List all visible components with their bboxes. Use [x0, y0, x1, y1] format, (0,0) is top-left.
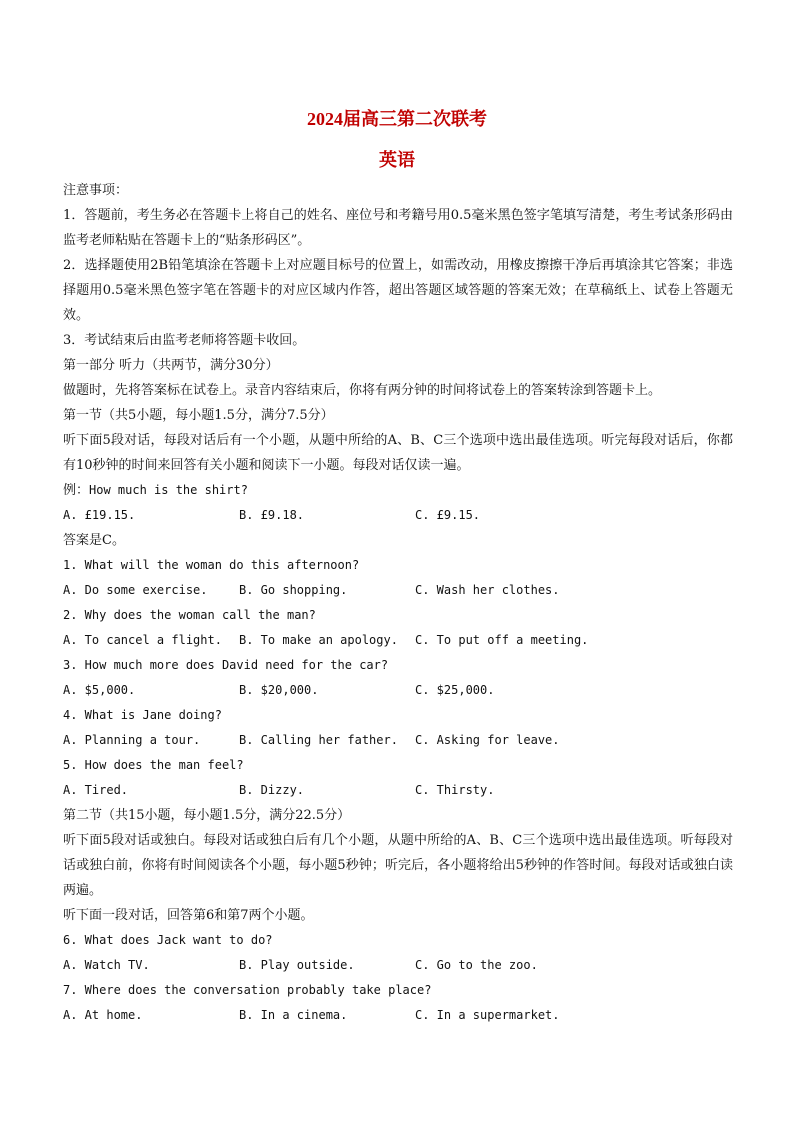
- q6-option-b: B. Play outside.: [239, 958, 355, 972]
- question-5: 5. How does the man feel?: [63, 758, 244, 772]
- q4-option-b: B. Calling her father.: [239, 733, 398, 747]
- part1-instruction: 做题时，先将答案标在试卷上。录音内容结束后，你将有两分钟的时间将试卷上的答案转涂到答题卡上。: [63, 383, 662, 398]
- q4-option-a: A. Planning a tour.: [63, 733, 201, 747]
- q6-option-a: A. Watch TV.: [63, 958, 150, 972]
- q2-option-a: A. To cancel a flight.: [63, 633, 222, 647]
- section1-title: 第一节（共5小题，每小题1.5分，满分7.5分）: [63, 408, 334, 423]
- q7-option-a: A. At home.: [63, 1008, 143, 1022]
- q4-option-c: C. Asking for leave.: [415, 733, 560, 747]
- exam-title: 2024届高三第二次联考: [307, 109, 487, 129]
- q3-option-a: A. $5,000.: [63, 683, 136, 697]
- note-item-1: 1．答题前，考生务必在答题卡上将自己的姓名、座位号和考籍号用0.5毫米黑色签字笔填写清楚，考生考试条形码由监考老师粘贴在答题卡上的“贴条形码区”。: [63, 208, 733, 248]
- example-option-b: B. £9.18.: [239, 508, 305, 522]
- q5-option-c: C. Thirsty.: [415, 783, 495, 797]
- q1-option-c: C. Wash her clothes.: [415, 583, 560, 597]
- q6-option-c: C. Go to the zoo.: [415, 958, 538, 972]
- section1-instruction: 听下面5段对话，每段对话后有一个小题，从题中所给的A、B、C三个选项中选出最佳选项。听完每段对话后，你都有10秒钟的时间来回答有关小题和阅读下一小题。每段对话仅读一遍。: [63, 433, 733, 473]
- question-1: 1. What will the woman do this afternoon?: [63, 558, 360, 572]
- q2-option-c: C. To put off a meeting.: [415, 633, 589, 647]
- question-6: 6. What does Jack want to do?: [63, 933, 273, 947]
- part1-title: 第一部分 听力（共两节，满分30分）: [63, 358, 279, 373]
- example-answer: 答案是C。: [63, 533, 125, 548]
- example-question: [63, 478, 733, 503]
- subject-title: 英语: [379, 150, 415, 170]
- q7-option-b: B. In a cinema.: [239, 1008, 348, 1022]
- q5-option-a: A. Tired.: [63, 783, 129, 797]
- section2-lead: 听下面一段对话，回答第6和第7两个小题。: [63, 908, 314, 923]
- note-item-3: 3．考试结束后由监考老师将答题卡收回。: [63, 333, 306, 348]
- section2-title: 第二节（共15小题，每小题1.5分，满分22.5分）: [63, 808, 351, 823]
- section2-instruction: 听下面5段对话或独白。每段对话或独白后有几个小题，从题中所给的A、B、C三个选项中选出最佳选项。听每段对话或独白前，你将有时间阅读各个小题，每小题5秒钟；听完后，各小题将给出5秒钟的作答时间。每段对话或独白读两遍。: [63, 833, 733, 898]
- note-item-2: 2．选择题使用2B铅笔填涂在答题卡上对应题目标号的位置上，如需改动，用橡皮擦擦干净后再填涂其它答案；非选择题用0.5毫米黑色签字笔在答题卡的对应区域内作答，超出答题区域答题的答案无效；在草稿纸上、试卷上答题无效。: [63, 258, 733, 323]
- example-question-text: How much is the shirt?: [89, 483, 248, 497]
- q5-option-b: B. Dizzy.: [239, 783, 305, 797]
- question-4: 4. What is Jane doing?: [63, 708, 222, 722]
- example-option-c: C. £9.15.: [415, 508, 481, 522]
- q3-option-c: C. $25,000.: [415, 683, 495, 697]
- question-7: 7. Where does the conversation probably take place?: [63, 983, 432, 997]
- example-prefix: 例：: [63, 483, 90, 498]
- question-2: 2. Why does the woman call the man?: [63, 608, 316, 622]
- q2-option-b: B. To make an apology.: [239, 633, 398, 647]
- notes-heading: 注意事项：: [63, 183, 129, 198]
- q1-option-a: A. Do some exercise.: [63, 583, 208, 597]
- question-3: 3. How much more does David need for the car?: [63, 658, 389, 672]
- example-option-a: A. £19.15.: [63, 508, 136, 522]
- q1-option-b: B. Go shopping.: [239, 583, 348, 597]
- q7-option-c: C. In a supermarket.: [415, 1008, 560, 1022]
- q3-option-b: B. $20,000.: [239, 683, 319, 697]
